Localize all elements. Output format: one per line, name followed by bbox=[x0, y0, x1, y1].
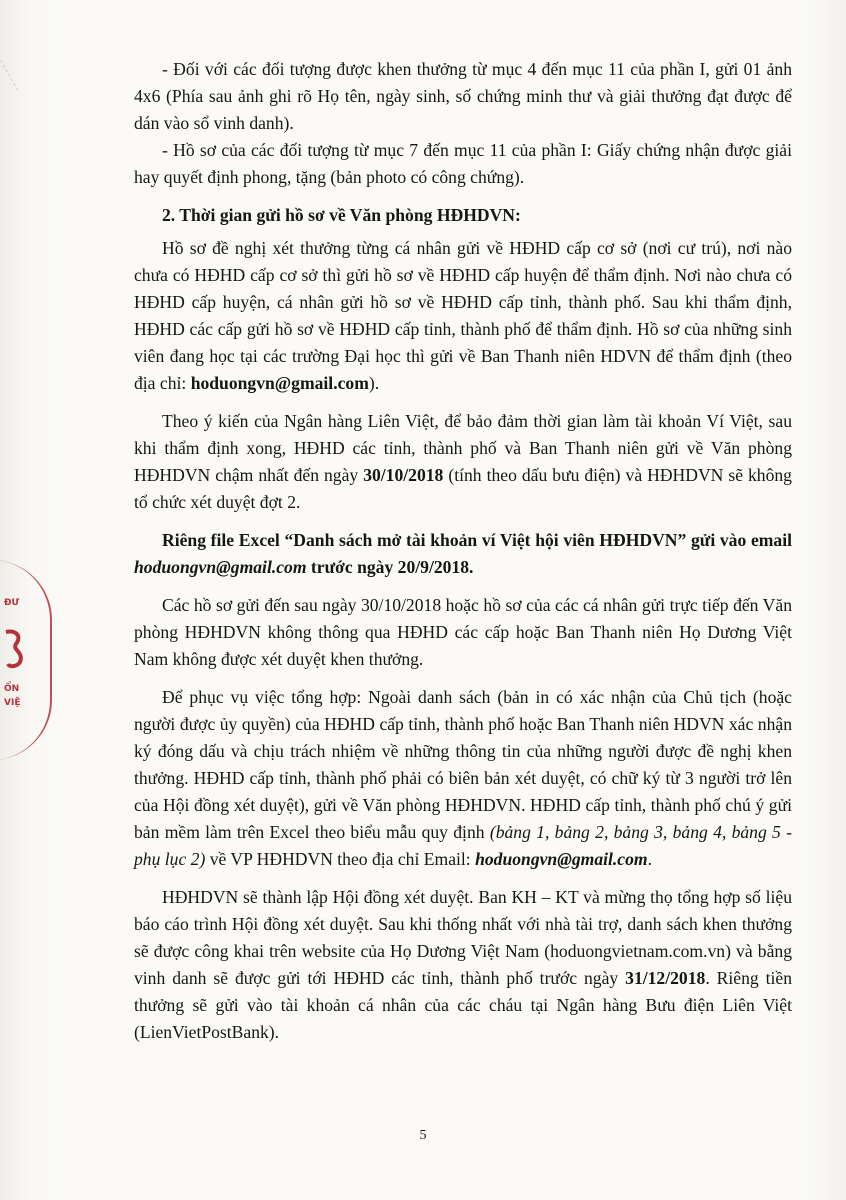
paragraph-review-council: HĐHDVN sẽ thành lập Hội đồng xét duyệt. Ban KH – KT và mừng thọ tổng hợp số liệu báo cáo trình Hội đồng xét duyệt. Sau khi thống nhất với nhà tài trợ, danh sách khen thưởng sẽ được công khai trên website của Họ Dương Việt Nam (hoduongvietnam.com.vn) và bằng vinh danh sẽ được gửi tới HĐHD các tỉnh, thành phố trước ngày 31/12/2018. Riêng tiền thưởng sẽ gửi vào tài khoản cá nhân của các cháu tại Ngân hàng Bưu điện Liên Việt (LienVietPostBank). bbox=[134, 887, 792, 1042]
deadline-date: 30/10/2018 bbox=[363, 465, 444, 485]
seal-emblem-icon bbox=[2, 626, 30, 670]
paragraph-photo-requirement: - Đối với các đối tượng được khen thưởng từ mục 4 đến mục 11 của phần I, gửi 01 ảnh 4x6 (Phía sau ảnh ghi rõ Họ tên, ngày sinh, số chứng minh thư và giải thưởng đạt được để dán vào sổ vinh danh). bbox=[134, 59, 792, 133]
seal-text: ĐƯ bbox=[4, 598, 20, 608]
paragraph-deadline: Theo ý kiến của Ngân hàng Liên Việt, để bảo đảm thời gian làm tài khoản Ví Việt, sau khi thẩm định xong, HĐHD các tỉnh, thành phố và Ban Thanh niên gửi về Văn phòng HĐHDVN chậm nhất đến ngày 30/10/2018 (tính theo dấu bưu điện) và HĐHDVN sẽ không tổ chức xét duyệt đợt 2. bbox=[134, 411, 792, 512]
announcement-date: 31/12/2018 bbox=[625, 968, 706, 988]
email-address: hoduongvn@gmail.com bbox=[190, 373, 369, 393]
seal-text: ỔN bbox=[4, 684, 20, 694]
paragraph-excel-file: Riêng file Excel “Danh sách mở tài khoản ví Việt hội viên HĐHDVN” gửi vào email hoduongvn@gmail.com trước ngày 20/9/2018. bbox=[134, 530, 792, 577]
paragraph-compilation: Để phục vụ việc tổng hợp: Ngoài danh sách (bản in có xác nhận của Chủ tịch (hoặc người được ủy quyền) của HĐHD cấp tỉnh, thành phố hoặc Ban Thanh niên HDVN xác nhận ký đóng dấu và chịu trách nhiệm về những thông tin của những người được đề nghị khen thưởng. HĐHD cấp tỉnh, thành phố phải có biên bản xét duyệt, có chữ ký từ 3 người trở lên của Hội đồng xét duyệt), gửi về Văn phòng HĐHDVN. HĐHD cấp tỉnh, thành phố chú ý gửi bản mềm làm trên Excel theo biểu mẫu quy định (bảng 1, bảng 2, bảng 3, bảng 4, bảng 5 - phụ lục 2) về VP HĐHDVN theo địa chỉ Email: hoduongvn@gmail.com. bbox=[134, 687, 792, 869]
paragraph-late-submission: Các hồ sơ gửi đến sau ngày 30/10/2018 hoặc hồ sơ của các cá nhân gửi trực tiếp đến Văn phòng HĐHDVN không thông qua HĐHD các cấp hoặc Ban Thanh niên Họ Dương Việt Nam không được xét duyệt khen thưởng. bbox=[134, 595, 792, 669]
scan-mark bbox=[0, 45, 36, 90]
email-address: hoduongvn@gmail.com bbox=[134, 557, 307, 577]
page-number: 5 bbox=[419, 1128, 427, 1143]
paragraph-submission-process: Hồ sơ đề nghị xét thưởng từng cá nhân gửi về HĐHD cấp cơ sở (nơi cư trú), nơi nào chưa có HĐHD cấp cơ sở thì gửi hồ sơ về HĐHD cấp huyện để thẩm định. Nơi nào chưa có HĐHD cấp huyện, cá nhân gửi hồ sơ về HĐHD cấp tỉnh, thành phố. Sau khi thẩm định, HĐHD các cấp gửi hồ sơ về HĐHD cấp tỉnh, thành phố để thẩm định. Hồ sơ của những sinh viên đang học tại các trường Đại học thì gửi về Ban Thanh niên HDVN để thẩm định (theo địa chỉ: hoduongvn@gmail.com). bbox=[134, 238, 792, 393]
section-heading: 2. Thời gian gửi hồ sơ về Văn phòng HĐHDVN: bbox=[162, 205, 521, 225]
email-address: hoduongvn@gmail.com bbox=[475, 849, 648, 869]
paragraph-certificate-requirement: - Hồ sơ của các đối tượng từ mục 7 đến mục 11 của phần I: Giấy chứng nhận được giải hay quyết định phong, tặng (bản photo có công chứng). bbox=[134, 140, 792, 187]
appendix-reference: (bảng 1, bảng 2, bảng 3, bảng 4, bảng 5 - phụ lục 2) bbox=[134, 822, 792, 869]
document-body bbox=[134, 56, 792, 1057]
seal-text: VIỆ bbox=[4, 698, 21, 708]
